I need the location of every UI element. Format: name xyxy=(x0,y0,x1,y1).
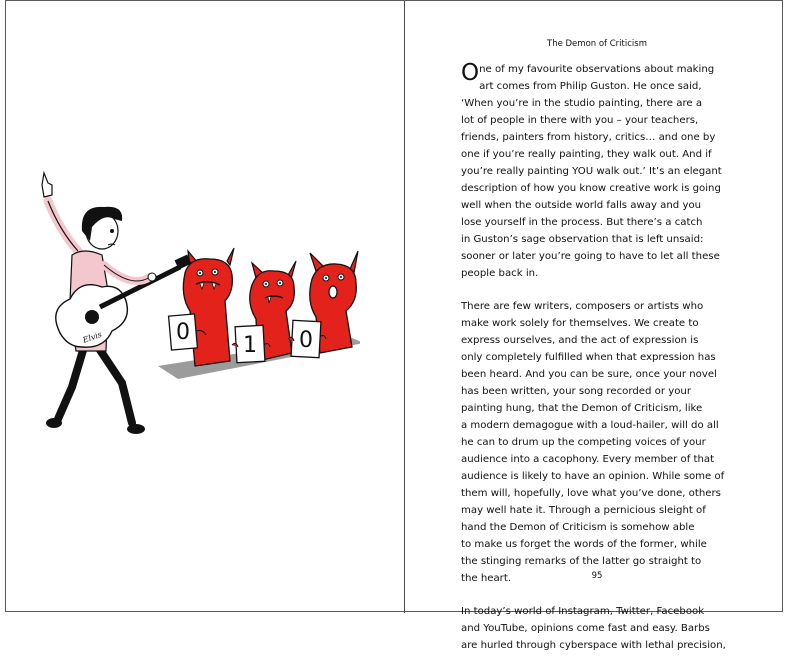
elvis-figure xyxy=(42,173,191,434)
guitar-signature: Elvis xyxy=(81,329,104,345)
right-page xyxy=(405,1,789,651)
illustration-elvis-and-demons xyxy=(20,161,360,461)
page-number: 95 xyxy=(591,571,603,581)
paragraph-3: In today’s world of Instagram, Twitter, Facebook and YouTube, opinions come fast and easy. Barbs are hurled through cyberspace with lethal precision, xyxy=(461,606,726,651)
running-head: The Demon of Criticism xyxy=(547,39,647,49)
drop-cap: O xyxy=(461,60,480,86)
scorecard-2-score: 1 xyxy=(243,333,257,358)
paragraph-2: There are few writers, composers or artists who make work solely for themselves. We create to express ourselves, and the act of expression is only completely fulfilled when that expression has been heard. And you can be sure, once your novel has been written, your song recorded or your painting hung, that the Demon of Criticism, like a modern demagogue with a loud-hailer, will do all he can to drum up the competing voices of your audience into a cacophony. Every member of that audience is likely to have an opinion. While some of them will, hopefully, love what you’ve done, others may well hate it. Through a pernicious sleight of hand the Demon of Criticism is somehow able to make us forget the words of the former, while the stinging remarks of the latter go straight to the heart. xyxy=(461,301,725,584)
book-spread xyxy=(5,0,783,651)
scorecard-1-score: 0 xyxy=(176,320,190,345)
left-page xyxy=(6,1,404,613)
scorecard-3-score: 0 xyxy=(299,328,313,353)
paragraph-1 xyxy=(461,61,753,282)
paragraph-1-text: ne of my favourite observations about making art comes from Philip Guston. He once said, ‘When you’re in the studio painting, there are a lot of people in there with you – your teachers, friends, painters from history, critics… and one by one if you’re really painting, they walk out. And if you’re really painting YOU walk out.’ It’s an elegant description of how you know creative work is going well when the outside world falls away and you lose yourself in the process. But there’s a catch in Guston’s sage observation that is left unsaid: sooner or later you’re going to have to let all these people back in. xyxy=(461,64,722,279)
